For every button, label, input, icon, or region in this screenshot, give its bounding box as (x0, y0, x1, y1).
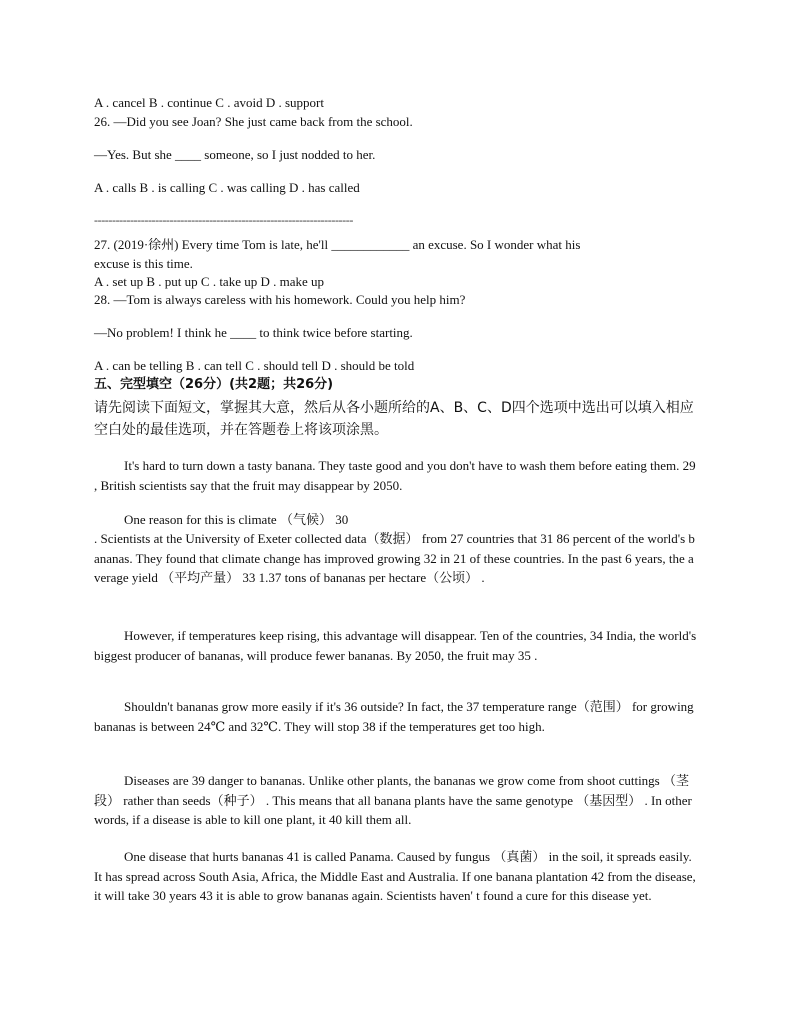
q27-line-2: excuse is this time. (94, 256, 193, 271)
passage-paragraph-4: Shouldn't bananas grow more easily if it's 36 outside? In fact, the 37 temperature range（范围） for growing bananas is between 24℃ and 32℃. They will stop 38 if the temperatures get too high. (94, 699, 694, 734)
q26-options: A . calls B . is calling C . was calling D . has called (94, 180, 360, 195)
section-divider: ------------------------------------------------------------------------ (94, 213, 353, 227)
q26-stem: 26. —Did you see Joan? She just came back from the school. (94, 114, 413, 129)
passage-paragraph-5: Diseases are 39 danger to bananas. Unlike other plants, the bananas we grow come from shoot cuttings （茎段） rather than seeds（种子） . This means that all banana plants have the same genotype （基因型） . In other words, if a disease is able to kill one plant, it 40 kill them all. (94, 773, 692, 827)
q27-options: A . set up B . put up C . take up D . make up (94, 274, 325, 289)
instruction-text: 请先阅读下面短文，掌握其大意，然后从各小题所给的A、B、C、D四个选项中选出可以填入相应空白处的最佳选项，并在答题卷上将该项涂黑。 (94, 400, 694, 438)
passage-paragraph-2a: One reason for this is climate （气候） 30 (124, 512, 349, 527)
passage-paragraph-6: One disease that hurts bananas 41 is called Panama. Caused by fungus （真菌） in the soil, it spreads easily. It has spread across South Asia, Africa, the Middle East and Australia. If one banana plantation 42 from the disease, it will take 30 years 43 it is able to grow bananas again. Scientists haven' t found a cure for this disease yet. (94, 849, 696, 903)
q28-options: A . can be telling B . can tell C . should tell D . should be told (94, 358, 415, 373)
q28-reply: —No problem! I think he ____ to think twice before starting. (94, 325, 413, 340)
q25-options: A . cancel B . continue C . avoid D . support (94, 95, 324, 110)
q28-stem: 28. —Tom is always careless with his homework. Could you help him? (94, 292, 466, 307)
passage-paragraph-2b: . Scientists at the University of Exeter collected data（数据） from 27 countries that 31 86 percent of the world's bananas. They found that climate change has improved growing 32 in 21 of these countries. In the past 6 years, the average yield （平均产量） 33 1.37 tons of bananas per hectare（公顷） . (94, 531, 695, 585)
q26-reply: —Yes. But she ____ someone, so I just nodded to her. (94, 147, 376, 162)
section-title: 五、完型填空（26分）(共2题；共26分) (94, 377, 334, 392)
passage-paragraph-1: It's hard to turn down a tasty banana. They taste good and you don't have to wash them before eating them. 29 , British scientists say that the fruit may disappear by 2050. (94, 458, 696, 493)
passage-paragraph-3: However, if temperatures keep rising, this advantage will disappear. Ten of the countries, 34 India, the world's biggest producer of bananas, will produce fewer bananas. By 2050, the fruit may 35 . (94, 628, 697, 663)
q27-line-1: 27. (2019·徐州) Every time Tom is late, he'll ____________ an excuse. So I wonder what his (94, 237, 581, 252)
